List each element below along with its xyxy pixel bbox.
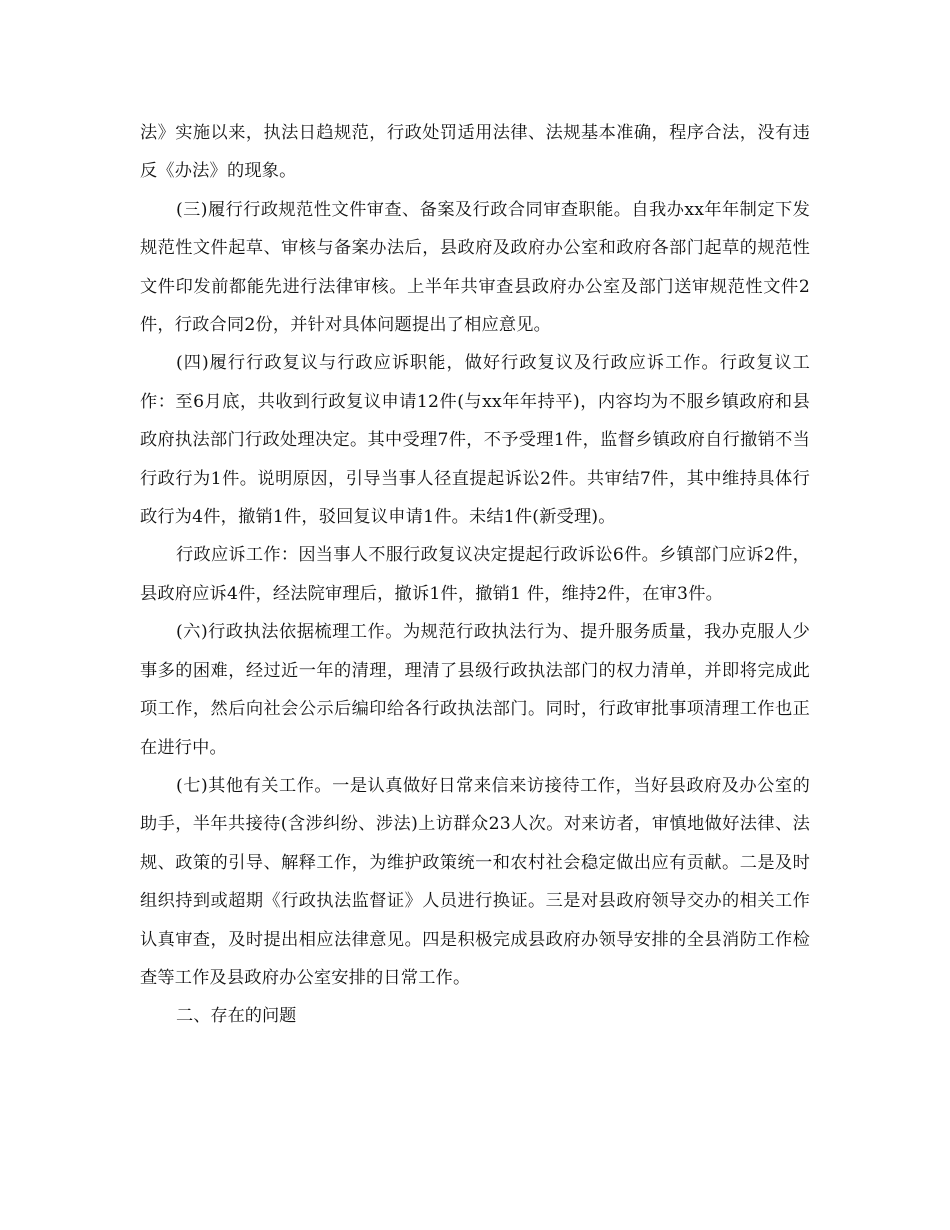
paragraph-enforcement-basis-review: (六)行政执法依据梳理工作。为规范行政执法行为、提升服务质量，我办克服人少事多的困难，经过近一年的清理，理清了县级行政执法部门的权力清单，并即将完成此项工作，然后向社会公示后编印给各行政执法部门。同时，行政审批事项清理工作也正在进行中。 xyxy=(140,622,810,758)
paragraph-other-work: (七)其他有关工作。一是认真做好日常来信来访接待工作，当好县政府及办公室的助手，半年共接待(含涉纠纷、涉法)上访群众23人次。对来访者，审慎地做好法律、法规、政策的引导、解释工作，为维护政策统一和农村社会稳定做出应有贡献。二是及时组织持到或超期《行政执法监督证》人员进行换证。三是对县政府领导交办的相关工作认真审查，及时提出相应法律意见。四是积极完成县政府办领导安排的全县消防工作检查等工作及县政府办公室安排的日常工作。 xyxy=(140,775,810,988)
paragraph-administrative-litigation: 行政应诉工作：因当事人不服行政复议决定提起行政诉讼6件。乡镇部门应诉2件，县政府应诉4件，经法院审理后，撤诉1件，撤销1 件，维持2件，在审3件。 xyxy=(140,545,810,604)
paragraph-administrative-reconsideration: (四)履行行政复议与行政应诉职能，做好行政复议及行政应诉工作。行政复议工作：至6月底，共收到行政复议申请12件(与xx年年持平)，内容均为不服乡镇政府和县政府执法部门行政处理决定。其中受理7件，不予受理1件，监督乡镇政府自行撤销不当行政行为1件。说明原因，引导当事人径直提起诉讼2件。共审结7件，其中维持具体行政行为4件，撤销1件，驳回复议申请1件。未结1件(新受理)。 xyxy=(140,353,810,528)
section-heading-existing-problems: 二、存在的问题 xyxy=(176,1006,297,1027)
paragraph-normative-documents-review: (三)履行行政规范性文件审查、备案及行政合同审查职能。自我办xx年年制定下发规范性文件起草、审核与备案办法后，县政府及政府办公室和政府各部门起草的规范性文件印发前都能先进行法律审核。上半年共审查县政府办公室及部门送审规范性文件2 件，行政合同2份，并针对具体问题提出了相应意见。 xyxy=(140,199,810,336)
document-body xyxy=(140,114,810,1036)
paragraph-continuation: 法》实施以来，执法日趋规范，行政处罚适用法律、法规基本准确，程序合法，没有违反《办法》的现象。 xyxy=(140,123,810,182)
